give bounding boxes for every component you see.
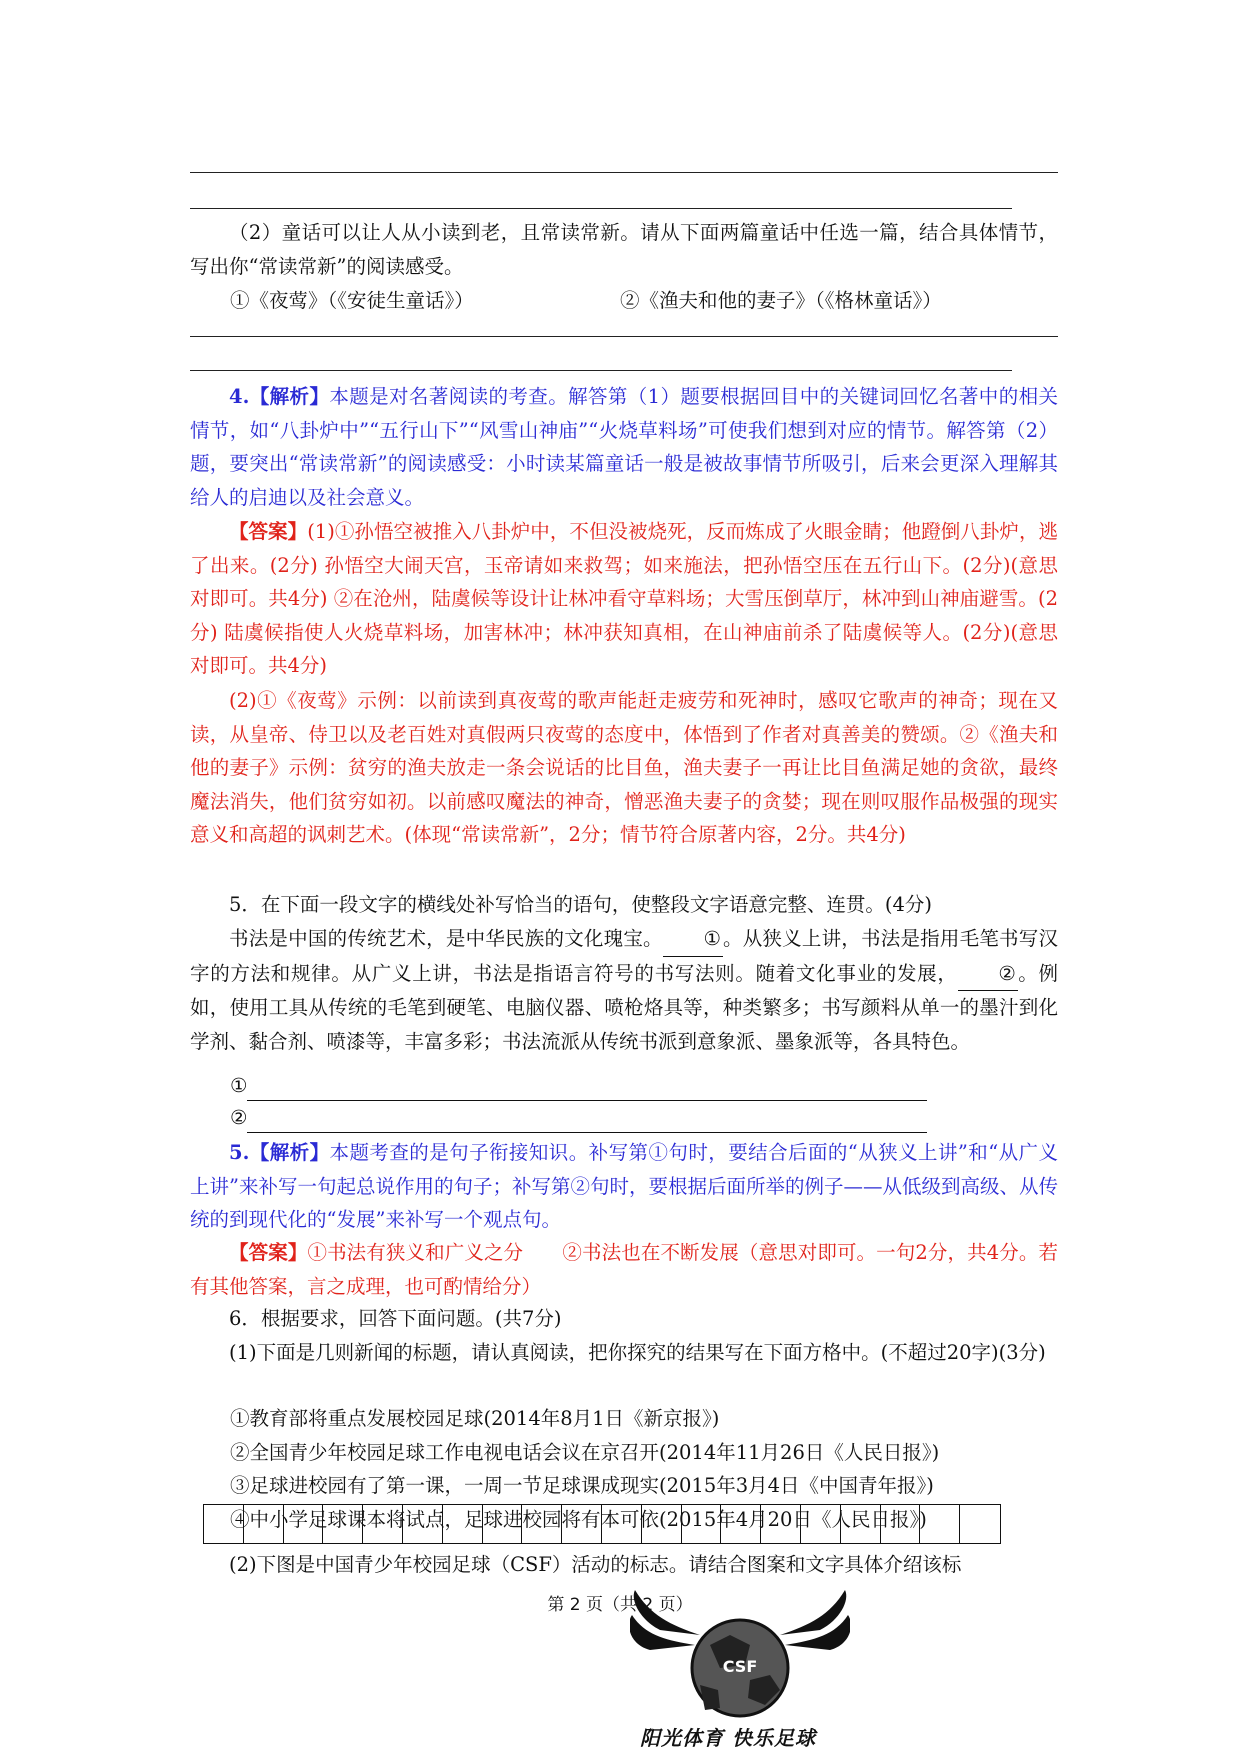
passage-part-3: 。例如，使用工具从传统的毛笔到硬笔、电脑仪器、喷枪烙具等，种类繁多；书写颜料从单一的墨汁到化学剂、黏合剂、喷漆等，丰富多彩；书法流派从传统书派到意象派、墨象派等，各具特色。 bbox=[190, 961, 1058, 1053]
logo-slogan: 阳光体育 快乐足球 bbox=[640, 1726, 816, 1750]
question-3-2-options bbox=[230, 284, 1050, 318]
answer-5-head: 【答案】 bbox=[229, 1241, 308, 1264]
option-2: ②《渔夫和他的妻子》（《格林童话》） bbox=[620, 289, 942, 312]
news-item: ②全国青少年校园足球工作电视电话会议在京召开(2014年11月26日《人民日报》) bbox=[230, 1440, 940, 1464]
grid-cell[interactable] bbox=[363, 1505, 403, 1543]
blank-1[interactable]: ① bbox=[663, 922, 723, 957]
analysis-5-text: 本题考查的是句子衔接知识。补写第①句时，要结合后面的“从狭义上讲”和“从广义上讲”来补写一句起总说作用的句子；补写第②句时，要根据后面所举的例子——从低级到高级、从传统的到现代化的“发展”来补写一个观点句。 bbox=[190, 1141, 1058, 1231]
answer-5-text: ①书法有狭义和广义之分 ②书法也在不断发展（意思对即可。一句2分，共4分。若有其他答案，言之成理，也可酌情给分） bbox=[190, 1241, 1058, 1298]
answer-line[interactable] bbox=[190, 336, 1058, 337]
grid-cell[interactable] bbox=[403, 1505, 443, 1543]
grid-cell[interactable] bbox=[721, 1505, 761, 1543]
news-item: ③足球进校园有了第一课，一周一节足球课成现实(2015年3月4日《中国青年报》) bbox=[230, 1474, 934, 1497]
answer-grid[interactable] bbox=[203, 1504, 1001, 1544]
news-item: ①教育部将重点发展校园足球(2014年8月1日《新京报》) bbox=[230, 1407, 720, 1430]
analysis-5-head: 5.【解析】 bbox=[229, 1141, 330, 1164]
passage-part-2: 。从狭义上讲，书法是指用毛笔书写汉字的方法和规律。从广义上讲，书法是指语言符号的书写法则。随着文化事业的发展， bbox=[190, 927, 1058, 985]
analysis-4-text: 本题是对名著阅读的考查。解答第（1）题要根据回目中的关键词回忆名著中的相关情节，如“八卦炉中”“五行山下”“风雪山神庙”“火烧草料场”可使我们想到对应的情节。解答第（2）题，要突出“常读常新”的阅读感受：小时读某篇童话一般是被故事情节所吸引，后来会更深入理解其给人的启迪以及社会意义。 bbox=[190, 385, 1058, 509]
grid-cell[interactable] bbox=[443, 1505, 483, 1543]
blank-2[interactable]: ② bbox=[958, 957, 1018, 992]
answer-4-part1 bbox=[190, 515, 1058, 683]
grid-cell[interactable] bbox=[244, 1505, 284, 1543]
question-5-title: 5．在下面一段文字的横线处补写恰当的语句，使整段文字语意完整、连贯。(4分) bbox=[229, 893, 933, 916]
grid-cell[interactable] bbox=[602, 1505, 642, 1543]
grid-cell[interactable] bbox=[522, 1505, 562, 1543]
grid-cell[interactable] bbox=[642, 1505, 682, 1543]
answer-line[interactable] bbox=[190, 172, 1058, 173]
grid-cell[interactable] bbox=[960, 1505, 1000, 1543]
answer-line-2[interactable] bbox=[230, 1103, 927, 1133]
answer-4-part2: (2)①《夜莺》示例：以前读到真夜莺的歌声能赶走疲劳和死神时，感叹它歌声的神奇；现在又读，从皇帝、侍卫以及老百姓对真假两只夜莺的态度中，体悟到了作者对真善美的赞颂。②《渔夫和他的妻子》示例：贫穷的渔夫放走一条会说话的比目鱼，渔夫妻子一再让比目鱼满足她的贪欲，最终魔法消失，他们贫穷如初。以前感叹魔法的神奇，憎恶渔夫妻子的贪婪；现在则叹服作品极强的现实意义和高超的讽刺艺术。(体现“常读常新”，2分；情节符合原著内容，2分。共4分) bbox=[190, 689, 1058, 846]
question-6-part1: (1)下面是几则新闻的标题，请认真阅读，把你探究的结果写在下面方格中。(不超过20字)(3分) bbox=[229, 1341, 1046, 1364]
grid-cell[interactable] bbox=[801, 1505, 841, 1543]
grid-cell[interactable] bbox=[562, 1505, 602, 1543]
question-5-passage bbox=[190, 922, 1058, 1058]
answer-line-1[interactable] bbox=[230, 1071, 927, 1101]
page-footer: 第 2 页（共 2 页） bbox=[547, 1595, 693, 1615]
grid-cell[interactable] bbox=[483, 1505, 523, 1543]
grid-cell[interactable] bbox=[841, 1505, 881, 1543]
grid-cell[interactable] bbox=[284, 1505, 324, 1543]
answer-line[interactable] bbox=[190, 208, 1012, 209]
answer-4-text1: (1)①孙悟空被推入八卦炉中，不但没被烧死，反而炼成了火眼金睛；他蹬倒八卦炉，逃了出来。(2分) 孙悟空大闹天宫，玉帝请如来救驾；如来施法，把孙悟空压在五行山下。(2分)(意思对即可。共4分) ②在沧州，陆虞候等设计让林冲看守草料场；大雪压倒草厅，林冲到山神庙避雪。(2分) 陆虞候指使人火烧草料场，加害林冲；林冲获知真相，在山神庙前杀了陆虞候等人。(2分)(意思对即可。共4分) bbox=[190, 520, 1058, 677]
grid-cell[interactable] bbox=[761, 1505, 801, 1543]
grid-cell[interactable] bbox=[323, 1505, 363, 1543]
question-3-2: （2）童话可以让人从小读到老，且常读常新。请从下面两篇童话中任选一篇，结合具体情节，写出你“常读常新”的阅读感受。 bbox=[190, 221, 1058, 278]
line-label-2: ② bbox=[230, 1106, 248, 1129]
logo-ball-text: CSF bbox=[722, 1657, 758, 1676]
question-6-title: 6．根据要求，回答下面问题。(共7分) bbox=[229, 1307, 562, 1330]
answer-5 bbox=[190, 1236, 1058, 1303]
question-6-part2: (2)下图是中国青少年校园足球（CSF）活动的标志。请结合图案和文字具体介绍该标 bbox=[229, 1553, 962, 1576]
grid-cell[interactable] bbox=[682, 1505, 722, 1543]
grid-cell[interactable] bbox=[204, 1505, 244, 1543]
analysis-4 bbox=[190, 380, 1058, 514]
analysis-5 bbox=[190, 1136, 1058, 1237]
analysis-4-head: 4.【解析】 bbox=[229, 385, 330, 408]
answer-line[interactable] bbox=[190, 370, 1012, 371]
line-label-1: ① bbox=[230, 1074, 248, 1097]
answer-4-head: 【答案】 bbox=[229, 520, 308, 543]
passage-part-1: 书法是中国的传统艺术，是中华民族的文化瑰宝。 bbox=[229, 927, 663, 950]
grid-cell[interactable] bbox=[920, 1505, 960, 1543]
news-item: ④中小学足球课本将试点，足球进校园将有本可依(2015年4月20日《人民日报》) bbox=[230, 1507, 927, 1531]
option-1: ①《夜莺》（《安徒生童话》） bbox=[230, 289, 474, 312]
grid-cell[interactable] bbox=[881, 1505, 921, 1543]
